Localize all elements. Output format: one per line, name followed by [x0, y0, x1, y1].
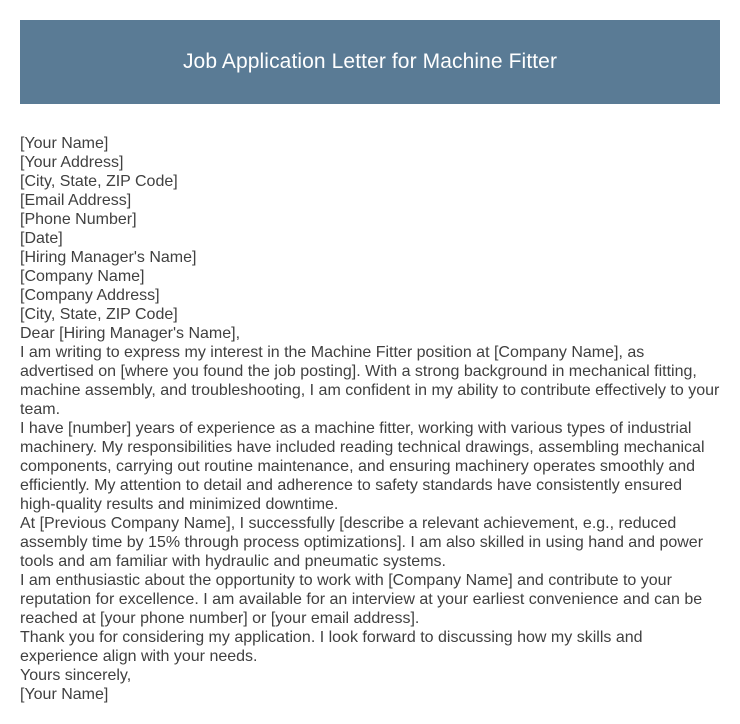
recipient-hiring-manager: [Hiring Manager's Name]	[20, 249, 197, 266]
recipient-company-address: [Company Address]	[20, 287, 160, 304]
recipient-company-name: [Company Name]	[20, 268, 145, 285]
sender-address: [Your Address]	[20, 154, 124, 171]
salutation: Dear [Hiring Manager's Name],	[20, 325, 241, 342]
sender-name: [Your Name]	[20, 135, 109, 152]
sender-city-state-zip: [City, State, ZIP Code]	[20, 173, 178, 190]
letter-header	[20, 20, 720, 104]
paragraph-enthusiasm: I am enthusiastic about the opportunity to work with [Company Name] and contribute to your reputation for excellence. I am available for an interview at your earliest convenience and can be reached at [your phone number] or [your email address].	[20, 572, 703, 627]
sender-email: [Email Address]	[20, 192, 132, 209]
paragraph-experience: I have [number] years of experience as a machine fitter, working with various types of industrial machinery. My responsibilities have included reading technical drawings, assembling mechanical components, carrying out routine maintenance, and ensuring machinery operates smoothly and efficiently. My attention to detail and adherence to safety standards have consistently ensured high-quality results and minimized downtime.	[20, 420, 705, 513]
recipient-city-state-zip: [City, State, ZIP Code]	[20, 306, 178, 323]
page-title: Job Application Letter for Machine Fitter	[182, 50, 558, 73]
closing: Yours sincerely,	[20, 667, 132, 684]
sender-phone: [Phone Number]	[20, 211, 137, 228]
letter-date: [Date]	[20, 230, 63, 247]
paragraph-intro: I am writing to express my interest in the Machine Fitter position at [Company Name], as advertised on [where you found the job posting]. With a strong background in mechanical fitting, machine assembly, and troubleshooting, I am confident in my ability to contribute effectively to your team.	[20, 344, 720, 418]
letter-body	[20, 134, 720, 704]
paragraph-thanks: Thank you for considering my application. I look forward to discussing how my skills and experience align with your needs.	[20, 629, 643, 665]
signature: [Your Name]	[20, 686, 109, 703]
paragraph-achievement: At [Previous Company Name], I successfully [describe a relevant achievement, e.g., reduced assembly time by 15% through process optimizations]. I am also skilled in using hand and power tools and am familiar with hydraulic and pneumatic systems.	[20, 515, 704, 570]
